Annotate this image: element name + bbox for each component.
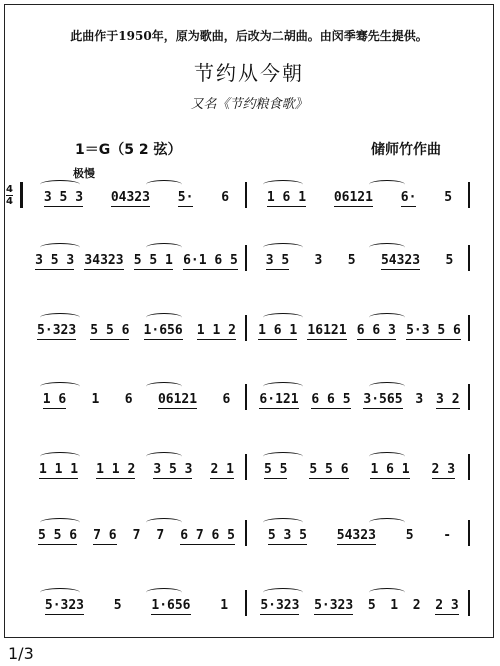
repeat-sign [20,182,26,208]
note-group: 1 [390,598,399,613]
note-group: 1 [220,598,229,613]
note-group: - [443,528,452,543]
bar-line [468,315,470,341]
slur-mark [369,180,405,189]
note-group: 2 3 [435,597,459,613]
tempo-marking: 极慢 [73,167,95,180]
slur-mark [263,452,303,461]
slur-mark [369,588,405,597]
slur-mark [146,382,182,391]
slur-mark [40,243,80,252]
note-group: 6 [222,392,231,407]
measure [30,321,243,341]
note-group: 3·565 [363,391,403,407]
composer-credit: 储师竹作曲 [371,142,441,158]
note-group: 1 6 1 [266,189,307,205]
note-group: 1 6 1 [370,461,410,477]
score-row [26,452,472,492]
slur-mark [369,382,405,391]
measure [253,596,466,616]
note-group: 54323 [336,527,376,543]
note-group: 2 3 [431,461,456,477]
measure [30,390,243,410]
note-group: 3 5 3 [43,189,84,205]
slur-mark [146,452,182,461]
measure [253,390,466,410]
note-group: 5· [177,189,194,205]
score-row [26,588,472,628]
note-group: 3 2 [436,391,460,407]
slur-mark [146,243,182,252]
key-signature: 1＝G（5 2 弦） [75,142,182,158]
slur-mark [40,588,80,597]
note-group: 5 5 6 [90,322,130,338]
slur-mark [263,180,303,189]
slur-mark [263,588,303,597]
note-group: 3 [314,253,323,268]
slur-mark [40,313,80,322]
note-group: 1 1 2 [96,461,136,477]
bar-line [245,245,247,271]
bar-line [245,590,247,616]
note-group: 3 5 3 [35,252,75,268]
measure [30,526,243,546]
bar-line [468,520,470,546]
note-group: 2 1 [210,461,234,477]
note-group: 5·323 [260,597,300,613]
page-title: 节约从今朝 [194,61,304,85]
slur-mark [369,452,405,461]
slur-mark [146,313,182,322]
slur-mark [40,452,80,461]
note-group: 5 5 6 [37,527,78,543]
note-group: 5·323 [44,597,85,613]
measure [253,460,466,480]
note-group: 1 6 1 [258,322,298,338]
slur-mark [263,382,303,391]
note-group: 04323 [110,189,150,205]
note-group: 5·323 [314,597,354,613]
source-note: 此曲作于1950年，原为歌曲，后改为二胡曲。由闵季骞先生提供。 [70,29,428,43]
note-group: 6· [400,189,417,205]
note-group: 1·656 [151,597,191,613]
note-group: 06121 [333,189,373,205]
note-group: 7 [156,528,165,543]
note-group: 7 6 [93,527,117,543]
note-group: 6 [124,392,133,407]
note-group: 6·121 [259,391,299,407]
note-group: 6 6 3 [356,322,396,338]
slur-mark [40,518,80,527]
note-group: 6 7 6 5 [180,527,235,543]
slur-mark [146,518,182,527]
note-group: 5 [347,253,356,268]
time-signature [6,184,13,207]
note-group: 1·656 [143,322,183,338]
note-group: 5 [445,253,454,268]
note-group: 5·323 [37,322,77,338]
score-row [26,518,472,558]
slur-mark [40,180,80,189]
note-group: 06121 [157,391,198,407]
note-group: 54323 [380,252,421,268]
note-group: 34323 [84,252,124,268]
measure [30,460,243,480]
measure [253,188,466,208]
measure [253,526,466,546]
note-group: 5·3 5 6 [406,322,461,338]
note-group: 3 5 3 [153,461,193,477]
bar-line [468,384,470,410]
note-group: 5 [444,190,453,205]
time-signature-top: 4 [6,184,13,195]
score-row [26,313,472,353]
measure [253,321,466,341]
slur-mark [146,588,182,597]
time-signature-bottom: 4 [6,196,13,207]
note-group: 6·1 6 5 [183,252,238,268]
slur-mark [263,518,303,527]
note-group: 5 [405,528,414,543]
slur-mark [369,243,405,252]
note-group: 5 [367,598,376,613]
note-group: 5 5 [263,461,288,477]
page-number: 1/3 [8,644,34,663]
slur-mark [263,313,303,322]
note-group: 3 5 [265,252,290,268]
note-group: 16121 [307,322,347,338]
slur-mark [369,313,405,322]
note-group: 2 [412,598,421,613]
bar-line [468,182,470,208]
bar-line [245,520,247,546]
measure [30,596,243,616]
measure [30,251,243,271]
slur-mark [263,243,303,252]
bar-line [468,454,470,480]
bar-line [245,315,247,341]
note-group: 1 6 [42,391,67,407]
note-group: 5 3 5 [267,527,308,543]
slur-mark [146,180,182,189]
page-subtitle: 又名《节约粮食歌》 [190,97,308,112]
measure [30,188,243,208]
bar-line [245,384,247,410]
note-group: 3 [415,392,424,407]
slur-mark [40,382,80,391]
note-group: 5 5 1 [133,252,173,268]
measure [253,251,466,271]
note-group: 1 1 2 [196,322,236,338]
bar-line [468,590,470,616]
score-row [6,180,472,220]
score-row [26,243,472,283]
score-row [26,382,472,422]
note-group: 7 [132,528,141,543]
bar-line [245,454,247,480]
bar-line [468,245,470,271]
note-group: 6 6 5 [311,391,351,407]
note-group: 1 [91,392,100,407]
note-group: 6 [221,190,230,205]
note-group: 5 5 6 [309,461,349,477]
slur-mark [369,518,405,527]
note-group: 5 [113,598,122,613]
note-group: 1 1 1 [39,461,79,477]
bar-line [245,182,247,208]
